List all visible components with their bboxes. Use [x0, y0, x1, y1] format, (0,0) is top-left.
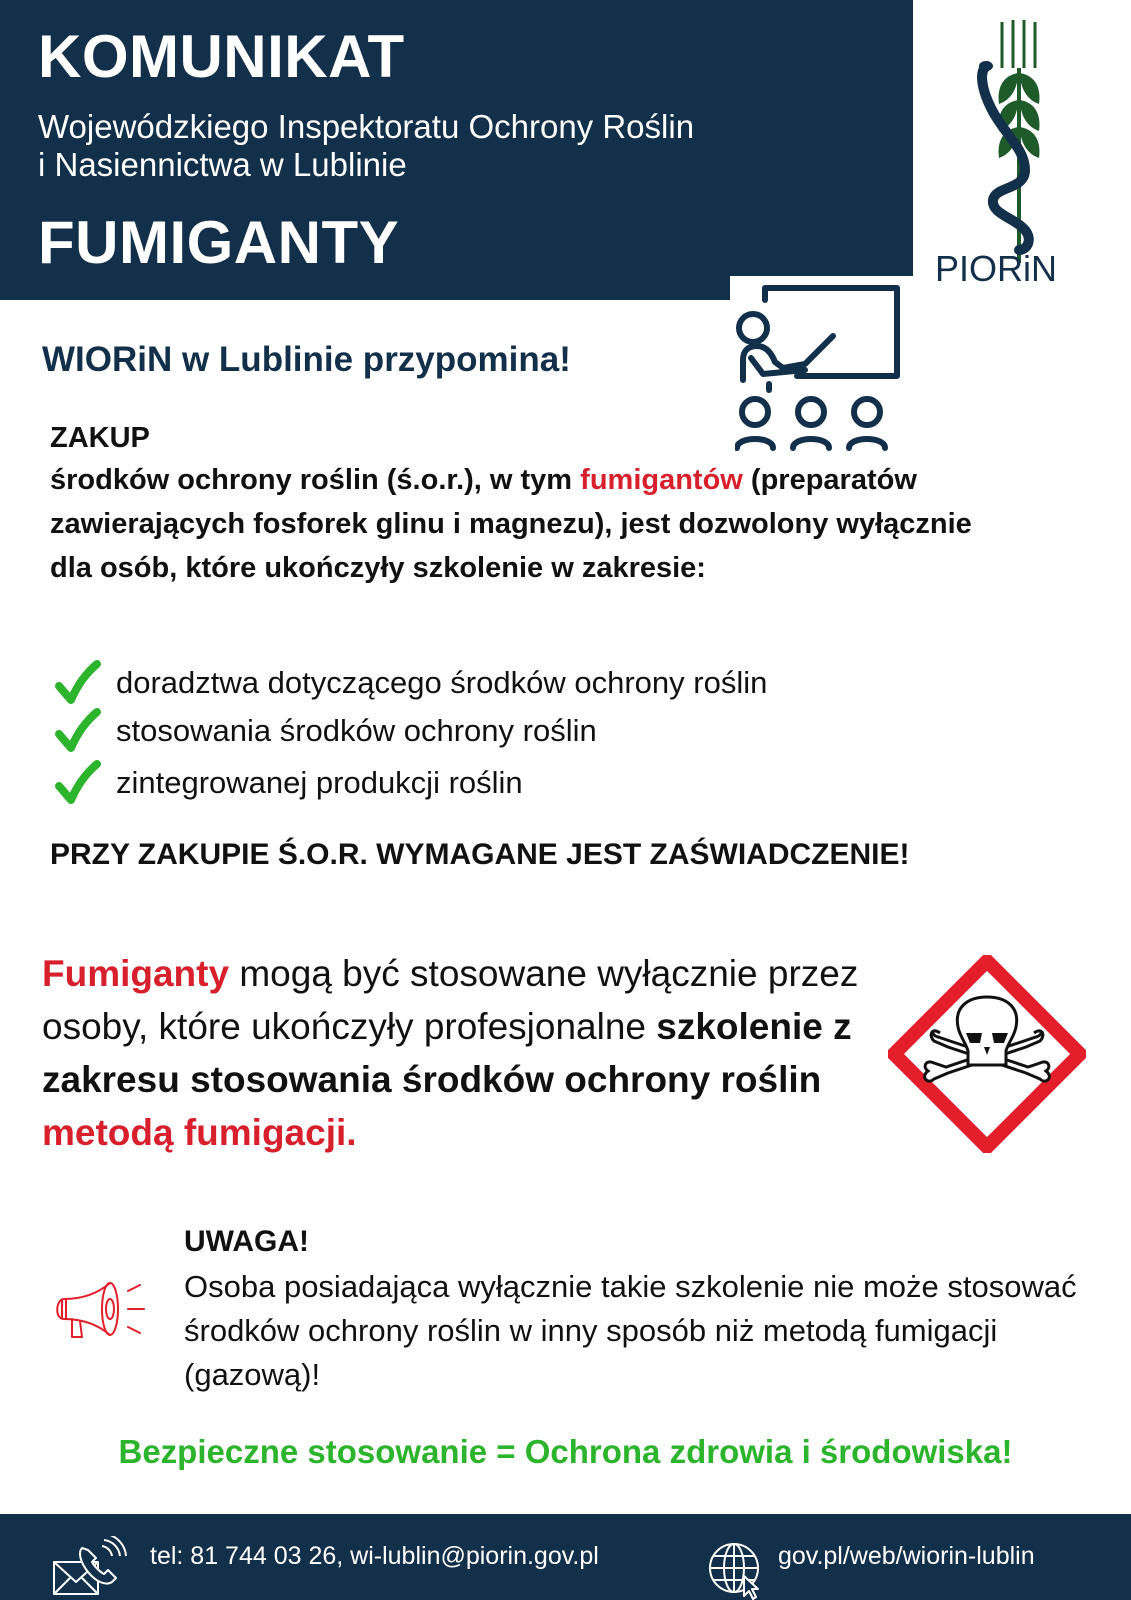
- training-presentation-icon: [735, 280, 910, 452]
- header-subtitle-line2: i Nasiennictwa w Lublinie: [38, 146, 407, 183]
- checkmark-icon: [55, 708, 101, 754]
- certificate-required-notice: PRZY ZAKUPIE Ś.O.R. WYMAGANE JEST ZAŚWIADCZENIE!: [50, 838, 910, 871]
- header-title: KOMUNIKAT: [38, 23, 405, 90]
- warning-text: Osoba posiadająca wyłącznie takie szkolenie nie może stosować środków ochrony roślin w inny sposób niż metodą fumigacji (gazową)!: [184, 1269, 1077, 1392]
- training-item-label: doradztwa dotyczącego środków ochrony roślin: [116, 665, 768, 700]
- warning-heading: UWAGA!: [184, 1225, 309, 1258]
- megaphone-icon: [50, 1275, 150, 1347]
- checkmark-icon: [55, 660, 101, 706]
- purchase-heading: ZAKUP: [50, 422, 150, 454]
- fumigation-method-text: metodą fumigacji.: [42, 1112, 357, 1153]
- purchase-text-part2: (preparatów zawierających fosforek glinu i magnezu), jest dozwolony wyłącznie dla osób, które ukończyły szkolenie w zakresie:: [50, 464, 972, 584]
- training-item-label: zintegrowanej produkcji roślin: [116, 765, 523, 800]
- training-item: [55, 760, 523, 806]
- purchase-text-part1: środków ochrony roślin (ś.o.r.), w tym: [50, 464, 581, 496]
- toxic-hazard-skull-icon: [888, 955, 1086, 1153]
- contact-info[interactable]: tel: 81 744 03 26, wi-lublin@piorin.gov.pl: [150, 1542, 599, 1570]
- training-item-label: stosowania środków ochrony roślin: [116, 713, 597, 748]
- fumigants-training-text: szkolenie z zakresu stosowania środków ochrony roślin: [42, 1006, 852, 1100]
- fumigants-word: Fumiganty: [42, 953, 230, 994]
- phone-envelope-icon: [52, 1536, 130, 1598]
- globe-web-icon: [708, 1540, 764, 1600]
- fumigants-highlight: fumigantów: [580, 464, 743, 496]
- footer: [0, 1514, 1131, 1600]
- header-topic: FUMIGANTY: [38, 209, 400, 276]
- header-subtitle-line1: Wojewódzkiego Inspektoratu Ochrony Roślin: [38, 108, 695, 145]
- piorin-logo-icon: [935, 18, 1085, 288]
- website-link[interactable]: gov.pl/web/wiorin-lublin: [778, 1542, 1035, 1570]
- checkmark-icon: [55, 760, 101, 806]
- reminder-heading: WIORiN w Lublinie przypomina!: [42, 340, 571, 379]
- training-item: [55, 708, 597, 754]
- slogan: Bezpieczne stosowanie = Ochrona zdrowia i środowiska!: [118, 1433, 1013, 1470]
- fumigants-paragraph: [42, 947, 912, 1159]
- header-subtitle: [38, 108, 694, 184]
- fumigants-text: mogą być stosowane wyłącznie przez osoby, które ukończyły profesjonalne: [42, 953, 859, 1047]
- training-item: [55, 660, 767, 706]
- logo-text: PIORiN: [935, 248, 1058, 288]
- purchase-text: [50, 458, 1010, 590]
